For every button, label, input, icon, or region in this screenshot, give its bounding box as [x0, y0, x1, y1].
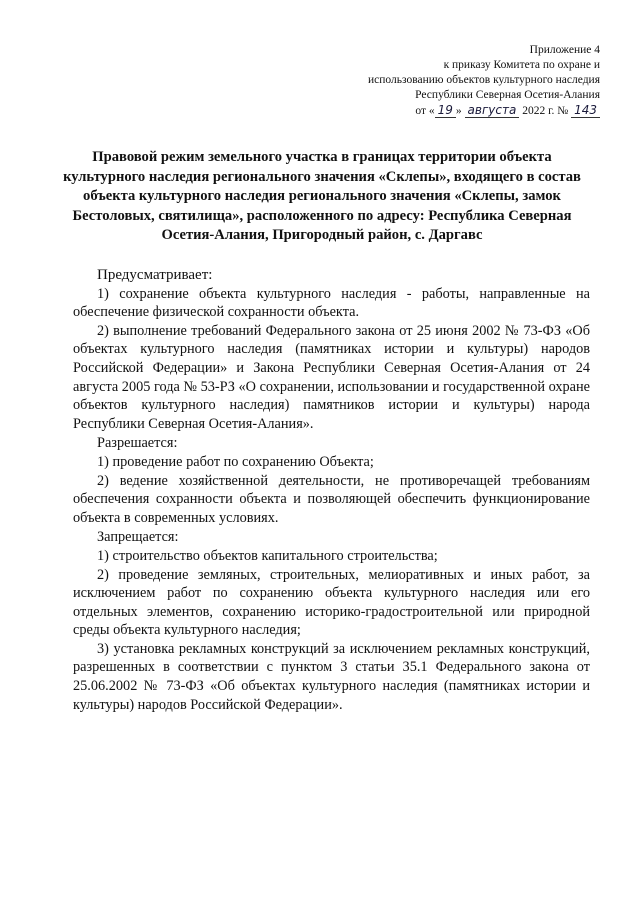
allowed-item-2: 2) ведение хозяйственной деятельности, не противоречащей требованиям обеспечения сохранности объекта и позволяющей обеспечить функционирование объекта в современных условиях.: [73, 472, 590, 526]
order-date-line: [368, 103, 600, 119]
allowed-heading: Разрешается:: [97, 435, 178, 452]
provides-item-2: 2) выполнение требований Федерального закона от 25 июня 2002 № 73-ФЗ «Об объектах культурного наследия (памятниках истории и культуры) народов Российской Федерации» и Закона Республики Северная Осетия-Алания от 24 августа 2005 года № 53-РЗ «О сохранении, использовании и государственной охране объектов культурного наследия) памятников истории и культуры) народа Республики Северная Осетия-Алания».: [73, 322, 590, 432]
order-reference-line: к приказу Комитета по охране и: [443, 59, 600, 71]
handwritten-month: августа: [465, 103, 520, 118]
provides-item-1: 1) сохранение объекта культурного наследия - работы, направленные на обеспечение физической сохранности объекта.: [73, 285, 590, 321]
document-body: [73, 266, 590, 714]
document-title: Правовой режим земельного участка в границах территории объекта культурного наследия регионального значения «Склепы», входящего в состав объекта культурного наследия регионального значения «Склепы, замок Бестоловых, святилища», расположенного по адресу: Республика Северная Осетия-Алания, Пригородный район, с. Даргавс: [63, 149, 581, 243]
handwritten-day: 19: [435, 103, 456, 118]
forbidden-item-1: 1) строительство объектов капитального строительства;: [97, 547, 438, 564]
handwritten-order-number: 143: [571, 103, 600, 118]
allowed-item-1: 1) проведение работ по сохранению Объекта;: [97, 453, 374, 470]
document-header: [368, 43, 600, 119]
forbidden-item-3: 3) установка рекламных конструкций за исключением рекламных конструкций, разрешенных в соответствии с пунктом 3 статьи 35.1 Федерального закона от 25.06.2002 № 73-ФЗ «Об объектах культурного наследия (памятниках истории и культуры) народов Российской Федерации».: [73, 640, 590, 713]
appendix-label: Приложение 4: [529, 44, 600, 56]
forbidden-heading: Запрещается:: [97, 529, 179, 546]
republic-name-line: Республики Северная Осетия-Алания: [415, 89, 600, 101]
forbidden-item-2: 2) проведение земляных, строительных, мелиоративных и иных работ, за исключением работ по сохранению объекта культурного наследия или его отдельных элементов, сохранению историко-градостроительной или природной среды объекта культурного наследия;: [73, 566, 590, 639]
provides-heading: Предусматривает:: [97, 267, 213, 283]
date-prefix: от «: [415, 105, 435, 117]
year-and-number-label: 2022 г. №: [519, 105, 572, 117]
date-quote-close: »: [455, 105, 462, 117]
committee-name-line: использованию объектов культурного наследия: [367, 74, 600, 86]
